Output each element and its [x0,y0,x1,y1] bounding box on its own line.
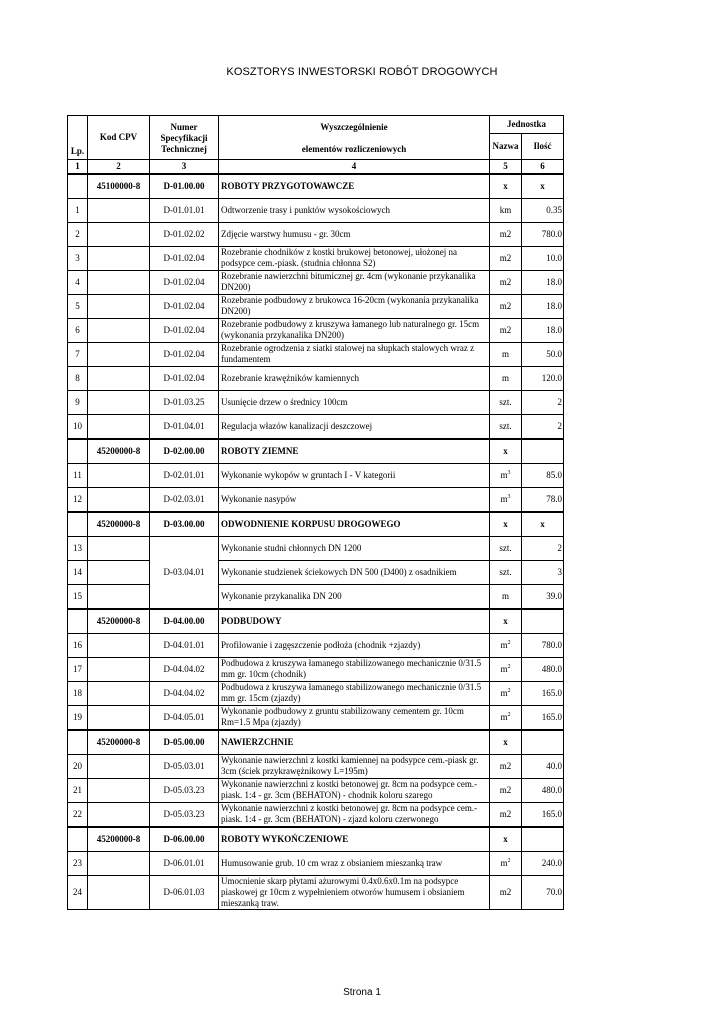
row-unit [490,270,522,294]
row-qty: 0.35 [522,198,564,222]
column-number: 1 [68,160,88,174]
page-footer: Strona 1 [343,987,381,998]
row-lp: 16 [68,633,88,657]
row-qty: 2 [522,414,564,439]
row-qty: 480.0 [522,657,564,681]
header-cpv: Kod CPV [88,116,150,160]
row-unit-text: m2 [499,886,512,897]
cost-estimate-table [67,115,564,910]
row-lp: 15 [68,584,88,609]
row-lp: 24 [68,875,88,909]
row-unit-exponent: 2 [507,857,511,864]
row-unit-text: szt. [499,420,512,431]
row-lp: 23 [68,851,88,875]
section-unit: x [490,609,522,634]
row-description: Profilowanie i zagęszczenie podłoża (chodnik +zjazdy) [219,633,490,657]
section-lp [68,439,88,464]
row-lp: 13 [68,536,88,560]
section-row [68,174,564,199]
section-qty: x [522,512,564,537]
row-unit-exponent: 2 [507,687,511,694]
section-cpv-code: 45200000-8 [88,730,150,755]
section-row [68,609,564,634]
row-description: Wykonanie studni chłonnych DN 1200 [219,536,490,560]
row-cpv [88,487,150,512]
section-cpv-code: 45200000-8 [88,512,150,537]
table-row [68,657,564,681]
row-description: Umocnienie skarp płytami ażurowymi 0.4x0.6x0.1m na podsypce piaskowej gr 10cm z wypełnieniem otworów humusem i obsianiem mieszanką traw. [219,875,490,909]
row-description: Wykonanie przykanalika DN 200 [219,584,490,609]
row-lp: 5 [68,294,88,318]
section-cpv-code: 45200000-8 [88,609,150,634]
section-row [68,827,564,852]
row-unit [490,246,522,270]
row-description: Podbudowa z kruszywa łamanego stabilizowanego mechanicznie 0/31.5 mm gr. 10cm (chodnik) [219,657,490,681]
table-row [68,536,564,560]
row-spec: D-05.03.23 [150,778,219,802]
row-unit [490,463,522,487]
row-unit-text: m2 [499,784,512,795]
row-unit [490,294,522,318]
row-cpv [88,318,150,342]
row-unit-text: m [500,639,508,650]
section-spec-number: D-01.00.00 [150,174,219,199]
section-unit: x [490,439,522,464]
row-cpv [88,657,150,681]
row-unit [490,584,522,609]
row-description: Humusowanie grub. 10 cm wraz z obsianiem mieszanką traw [219,851,490,875]
table-row [68,414,564,439]
row-unit [490,198,522,222]
row-cpv [88,342,150,366]
row-cpv [88,414,150,439]
row-lp: 17 [68,657,88,681]
row-qty: 240.0 [522,851,564,875]
row-spec: D-01.02.04 [150,366,219,390]
row-description: Rozebranie ogrodzenia z siatki stalowej na słupkach stalowych wraz z fundamentem [219,342,490,366]
row-description: Rozebranie podbudowy z brukowca 16-20cm (wykonania przykanalika DN200) [219,294,490,318]
row-unit-text: m [500,493,508,504]
header-description-line1: Wyszczególnienie [320,122,388,132]
row-description: Rozebranie krawężników kamiennych [219,366,490,390]
row-unit-text: szt. [499,542,512,553]
row-qty: 165.0 [522,802,564,827]
section-row [68,512,564,537]
row-qty: 780.0 [522,633,564,657]
row-unit-text: m [500,663,508,674]
table-row [68,366,564,390]
row-unit-text: m [500,687,508,698]
row-qty: 480.0 [522,778,564,802]
table-row [68,633,564,657]
section-title: ROBOTY WYKOŃCZENIOWE [219,827,490,852]
row-qty: 18.0 [522,270,564,294]
header-lp: Lp. [68,116,88,160]
row-cpv [88,246,150,270]
row-spec: D-04.04.02 [150,681,219,705]
row-description: Wykonanie podbudowy z gruntu stabilizowany cementem gr. 10cm Rm=1.5 Mpa (zjazdy) [219,705,490,730]
row-unit-exponent: 3 [507,469,511,476]
column-number: 4 [219,160,490,174]
row-description: Wykonanie nawierzchni z kostki kamiennej na podsypce cem.-piask gr. 3cm (ściek przykrawężnikowy L=195m) [219,754,490,778]
row-unit [490,414,522,439]
row-lp: 4 [68,270,88,294]
table-row [68,802,564,827]
section-lp [68,512,88,537]
row-spec: D-01.04.01 [150,414,219,439]
row-unit [490,560,522,584]
row-spec: D-04.01.01 [150,633,219,657]
row-description: Wykonanie wykopów w gruntach I - V kategorii [219,463,490,487]
row-description: Podbudowa z kruszywa łamanego stabilizowanego mechanicznie 0/31.5 mm gr. 15cm (zjazdy) [219,681,490,705]
row-unit-text: m2 [499,300,512,311]
table-row [68,560,564,584]
table-row [68,318,564,342]
header-unit-qty: Ilość [522,134,564,160]
column-number: 6 [522,160,564,174]
row-lp: 7 [68,342,88,366]
column-number: 2 [88,160,150,174]
row-lp: 21 [68,778,88,802]
section-qty [522,609,564,634]
column-number: 5 [490,160,522,174]
table-row [68,463,564,487]
section-lp [68,827,88,852]
row-unit-text: km [499,204,512,215]
row-cpv [88,875,150,909]
row-unit-exponent: 2 [507,711,511,718]
row-description: Rozebranie chodników z kostki brukowej betonowej, ułożonej na podsypce cem.-piask. (studnia chłonna S2) [219,246,490,270]
section-title: PODBUDOWY [219,609,490,634]
row-cpv [88,633,150,657]
row-unit [490,875,522,909]
row-qty: 78.0 [522,487,564,512]
header-description [219,116,490,160]
header-unit-group: Jednostka [490,116,564,134]
row-unit-text: m [500,857,508,868]
section-qty: x [522,174,564,199]
section-lp [68,609,88,634]
row-description: Rozebranie podbudowy z kruszywa łamanego lub naturalnego gr. 15cm (wykonania przykanalika DN200) [219,318,490,342]
section-qty [522,439,564,464]
row-spec: D-05.03.23 [150,802,219,827]
row-cpv [88,778,150,802]
row-qty: 3 [522,560,564,584]
row-description: Usunięcie drzew o średnicy 100cm [219,390,490,414]
row-spec: D-01.02.04 [150,318,219,342]
table-row [68,198,564,222]
row-unit-text: m2 [499,324,512,335]
header-spec: Numer Specyfikacji Technicznej [150,116,219,160]
row-lp: 18 [68,681,88,705]
row-cpv [88,802,150,827]
section-title: ROBOTY ZIEMNE [219,439,490,464]
row-qty: 2 [522,390,564,414]
row-qty: 40.0 [522,754,564,778]
row-description: Zdjęcie warstwy humusu - gr. 30cm [219,222,490,246]
row-lp: 12 [68,487,88,512]
row-lp: 22 [68,802,88,827]
row-unit-text: m [501,590,509,601]
row-spec: D-01.02.04 [150,342,219,366]
row-unit [490,390,522,414]
section-row [68,730,564,755]
row-unit-text: m2 [499,276,512,287]
row-lp: 11 [68,463,88,487]
row-unit [490,366,522,390]
section-cpv-code: 45100000-8 [88,174,150,199]
row-qty: 85.0 [522,463,564,487]
row-description: Rozebranie nawierzchni bitumicznej gr. 4cm (wykonanie przykanalika DN200) [219,270,490,294]
row-cpv [88,198,150,222]
row-unit [490,681,522,705]
section-title: ODWODNIENIE KORPUSU DROGOWEGO [219,512,490,537]
section-unit: x [490,174,522,199]
row-unit [490,802,522,827]
row-lp: 6 [68,318,88,342]
row-unit [490,536,522,560]
row-spec: D-04.05.01 [150,705,219,730]
row-unit-text: m2 [499,228,512,239]
row-cpv [88,851,150,875]
table-row [68,390,564,414]
document-title: KOSZTORYS INWESTORSKI ROBÓT DROGOWYCH [226,66,498,78]
column-numbers-row [68,160,564,174]
table-row [68,681,564,705]
row-qty: 165.0 [522,681,564,705]
row-spec: D-01.03.25 [150,390,219,414]
row-cpv [88,222,150,246]
table-row [68,222,564,246]
row-cpv [88,270,150,294]
section-spec-number: D-02.00.00 [150,439,219,464]
row-cpv [88,536,150,560]
row-description: Wykonanie nasypów [219,487,490,512]
row-spec-merged: D-03.04.01 [150,536,219,609]
row-qty: 18.0 [522,318,564,342]
row-spec: D-01.01.01 [150,198,219,222]
table-row [68,754,564,778]
row-qty: 70.0 [522,875,564,909]
row-unit-exponent: 3 [507,493,511,500]
row-cpv [88,584,150,609]
row-spec: D-01.02.04 [150,246,219,270]
row-qty: 780.0 [522,222,564,246]
row-unit [490,851,522,875]
row-description: Wykonanie studzienek ściekowych DN 500 (D400) z osadnikiem [219,560,490,584]
row-unit-text: m [501,372,509,383]
row-unit-text: m2 [499,252,512,263]
row-unit-text: m2 [499,760,512,771]
row-qty: 39.0 [522,584,564,609]
table-row [68,875,564,909]
row-cpv [88,463,150,487]
row-spec: D-01.02.04 [150,270,219,294]
table-row [68,270,564,294]
header-description-line2: elementów rozliczeniowych [301,144,407,154]
section-cpv-code: 45200000-8 [88,827,150,852]
row-lp: 14 [68,560,88,584]
section-unit: x [490,827,522,852]
section-spec-number: D-05.00.00 [150,730,219,755]
row-spec: D-04.04.02 [150,657,219,681]
row-unit [490,705,522,730]
row-cpv [88,754,150,778]
section-title: NAWIERZCHNIE [219,730,490,755]
section-unit: x [490,512,522,537]
section-spec-number: D-04.00.00 [150,609,219,634]
row-unit-exponent: 2 [507,663,511,670]
row-unit-text: szt. [499,396,512,407]
row-unit-exponent: 2 [507,639,511,646]
row-unit [490,657,522,681]
row-spec: D-02.03.01 [150,487,219,512]
row-cpv [88,681,150,705]
section-spec-number: D-03.00.00 [150,512,219,537]
section-lp [68,730,88,755]
row-lp: 3 [68,246,88,270]
row-qty: 165.0 [522,705,564,730]
row-qty: 120.0 [522,366,564,390]
table-row [68,778,564,802]
row-spec: D-02.01.01 [150,463,219,487]
row-description: Wykonanie nawierzchni z kostki betonowej gr. 8cm na podsypce cem.-piask. 1:4 - gr. 3cm (BEHATON) - chodnik koloru szarego [219,778,490,802]
row-lp: 8 [68,366,88,390]
table-row [68,294,564,318]
row-unit-text: m [500,469,508,480]
table-row [68,342,564,366]
section-qty [522,730,564,755]
row-qty: 2 [522,536,564,560]
table-row [68,851,564,875]
row-cpv [88,560,150,584]
row-unit-text: m [501,348,509,359]
row-qty: 50.0 [522,342,564,366]
row-unit-text: m [500,711,508,722]
row-unit [490,222,522,246]
table-row [68,705,564,730]
row-unit [490,342,522,366]
row-cpv [88,294,150,318]
section-spec-number: D-06.00.00 [150,827,219,852]
row-cpv [88,366,150,390]
row-spec: D-01.02.02 [150,222,219,246]
row-spec: D-01.02.04 [150,294,219,318]
section-cpv-code: 45200000-8 [88,439,150,464]
row-unit-text: szt. [499,566,512,577]
row-spec: D-06.01.03 [150,875,219,909]
section-title: ROBOTY PRZYGOTOWAWCZE [219,174,490,199]
section-lp [68,174,88,199]
row-description: Odtworzenie trasy i punktów wysokościowych [219,198,490,222]
row-unit-text: m2 [499,808,512,819]
header-unit-name: Nazwa [490,134,522,160]
row-lp: 20 [68,754,88,778]
row-unit [490,318,522,342]
table-row [68,487,564,512]
section-row [68,439,564,464]
row-unit [490,487,522,512]
row-description: Regulacja włazów kanalizacji deszczowej [219,414,490,439]
row-spec: D-06.01.01 [150,851,219,875]
row-unit [490,778,522,802]
row-cpv [88,390,150,414]
table-row [68,246,564,270]
section-qty [522,827,564,852]
row-lp: 10 [68,414,88,439]
row-qty: 18.0 [522,294,564,318]
row-unit [490,754,522,778]
row-lp: 9 [68,390,88,414]
row-description: Wykonanie nawierzchni z kostki betonowej gr. 8cm na podsypce cem.-piask. 1:4 - gr. 3cm (BEHATON) - zjazd koloru czerwonego [219,802,490,827]
row-lp: 2 [68,222,88,246]
row-lp: 1 [68,198,88,222]
section-unit: x [490,730,522,755]
column-number: 3 [150,160,219,174]
row-qty: 10.0 [522,246,564,270]
row-spec: D-05.03.01 [150,754,219,778]
row-unit [490,633,522,657]
row-cpv [88,705,150,730]
table-row [68,584,564,609]
row-lp: 19 [68,705,88,730]
